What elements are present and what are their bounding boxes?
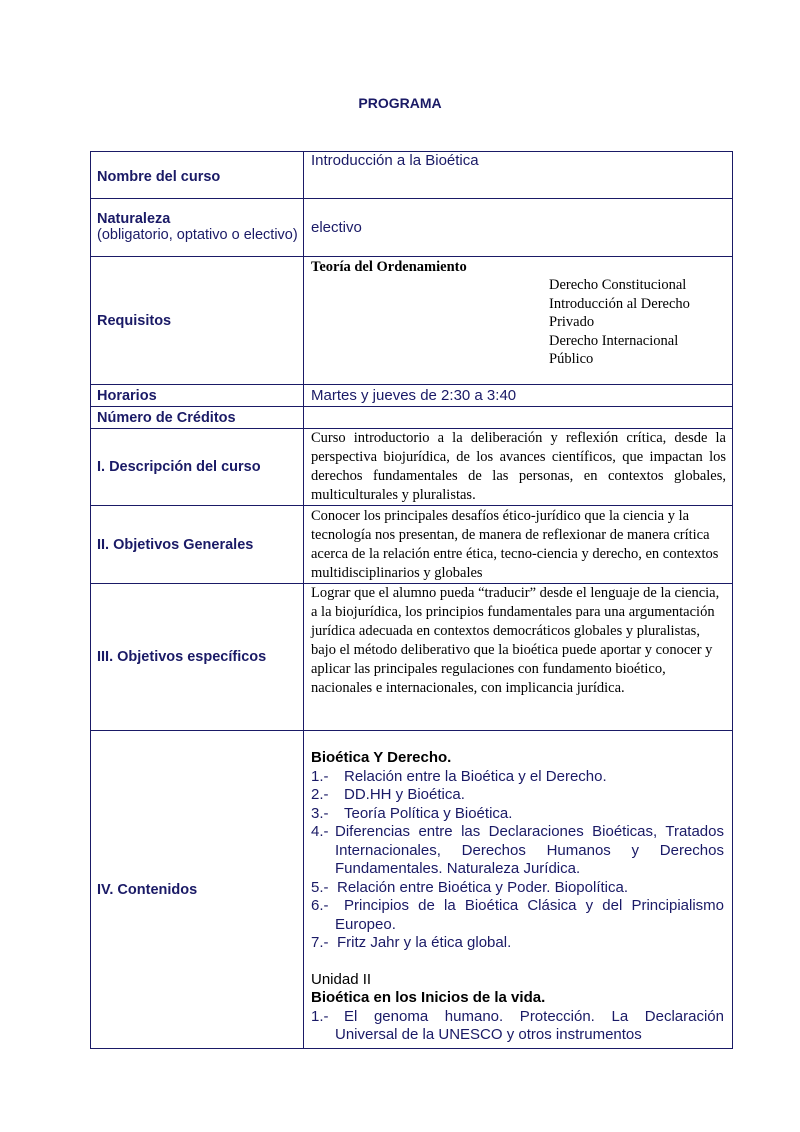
value-requisitos bbox=[304, 257, 733, 385]
page-title: PROGRAMA bbox=[358, 95, 442, 111]
value-contenidos bbox=[304, 731, 733, 1049]
row-creditos bbox=[91, 407, 733, 429]
requisito-item: Derecho Internacional Público bbox=[549, 332, 679, 367]
requisito-item: Introducción al Derecho Privado bbox=[549, 295, 690, 330]
requisitos-head: Teoría del Ordenamiento bbox=[311, 259, 467, 275]
label-contenidos: IV. Contenidos bbox=[91, 731, 304, 1049]
list-item: 7.- Fritz Jahr y la ética global. bbox=[311, 934, 512, 951]
value-naturaleza: electivo bbox=[304, 199, 733, 257]
list-item: 3.- Teoría Política y Bioética. bbox=[311, 804, 513, 822]
label-nombre: Nombre del curso bbox=[91, 152, 304, 199]
row-descripcion bbox=[91, 429, 733, 506]
label-naturaleza: Naturaleza (obligatorio, optativo o electivo) bbox=[91, 199, 304, 257]
value-descripcion: Curso introductorio a la deliberación y reflexión crítica, desde la perspectiva biojurídica, de los avances científicos, que impactan los derechos fundamentales de las personas, en contextos globales, multiculturales y pluralistas. bbox=[304, 429, 733, 506]
requisito-item: Derecho Constitucional bbox=[549, 277, 687, 293]
unit2-title: Bioética en los Inicios de la vida. bbox=[311, 989, 546, 1006]
label-horarios: Horarios bbox=[91, 385, 304, 407]
label-requisitos: Requisitos bbox=[91, 257, 304, 385]
label-objetivos-generales: II. Objetivos Generales bbox=[91, 506, 304, 584]
value-creditos bbox=[304, 407, 733, 429]
list-item: 1.- Relación entre la Bioética y el Derecho. bbox=[311, 767, 607, 785]
list-item: 4.- Diferencias entre las Declaraciones Bioéticas, Tratados Internacionales, Derechos Humanos y Derechos Fundamentales. Naturaleza Jurídica. bbox=[311, 823, 724, 877]
label-descripcion: I. Descripción del curso bbox=[91, 429, 304, 506]
value-nombre: Introducción a la Bioética bbox=[304, 152, 733, 199]
label-creditos: Número de Créditos bbox=[91, 407, 304, 429]
row-nombre bbox=[91, 152, 733, 199]
row-naturaleza bbox=[91, 199, 733, 257]
value-objetivos-especificos: Lograr que el alumno pueda “traducir” desde el lenguaje de la ciencia, a la biojurídica, los principios fundamentales para una argumentación jurídica adecuada en contextos democráticos globales y pluralistas, bajo el método deliberativo que la bioética puede aportar y conocer y aplicar las principales regulaciones con fundamento bioético, nacionales e internacionales, con implicancia jurídica. bbox=[304, 584, 733, 731]
list-item: 2.- DD.HH y Bioética. bbox=[311, 786, 465, 803]
requisitos-list bbox=[549, 276, 726, 369]
value-objetivos-generales: Conocer los principales desafíos ético-jurídico que la ciencia y la tecnología nos presentan, de manera de reflexionar de manera crítica acerca de la relación entre ética, tecno-ciencia y derecho, en contextos multidisciplinarios y globales bbox=[304, 506, 733, 584]
value-horarios: Martes y jueves de 2:30 a 3:40 bbox=[304, 385, 733, 407]
program-table bbox=[90, 151, 733, 1049]
row-objetivos-generales bbox=[91, 506, 733, 584]
list-item: 6.- Principios de la Bioética Clásica y del Principialismo Europeo. bbox=[311, 897, 724, 933]
row-objetivos-especificos bbox=[91, 584, 733, 731]
row-contenidos bbox=[91, 731, 733, 1049]
row-horarios bbox=[91, 385, 733, 407]
label-objetivos-especificos: III. Objetivos específicos bbox=[91, 584, 304, 731]
unit1-title: Bioética Y Derecho. bbox=[311, 749, 452, 766]
label-naturaleza-sub: (obligatorio, optativo o electivo) bbox=[97, 227, 298, 243]
row-requisitos bbox=[91, 257, 733, 385]
list-item: 1.- El genoma humano. Protección. La Declaración Universal de la UNESCO y otros instrumentos bbox=[311, 1007, 724, 1043]
list-item: 5.- Relación entre Bioética y Poder. Biopolítica. bbox=[311, 878, 628, 896]
unit2-label: Unidad II bbox=[311, 970, 372, 988]
